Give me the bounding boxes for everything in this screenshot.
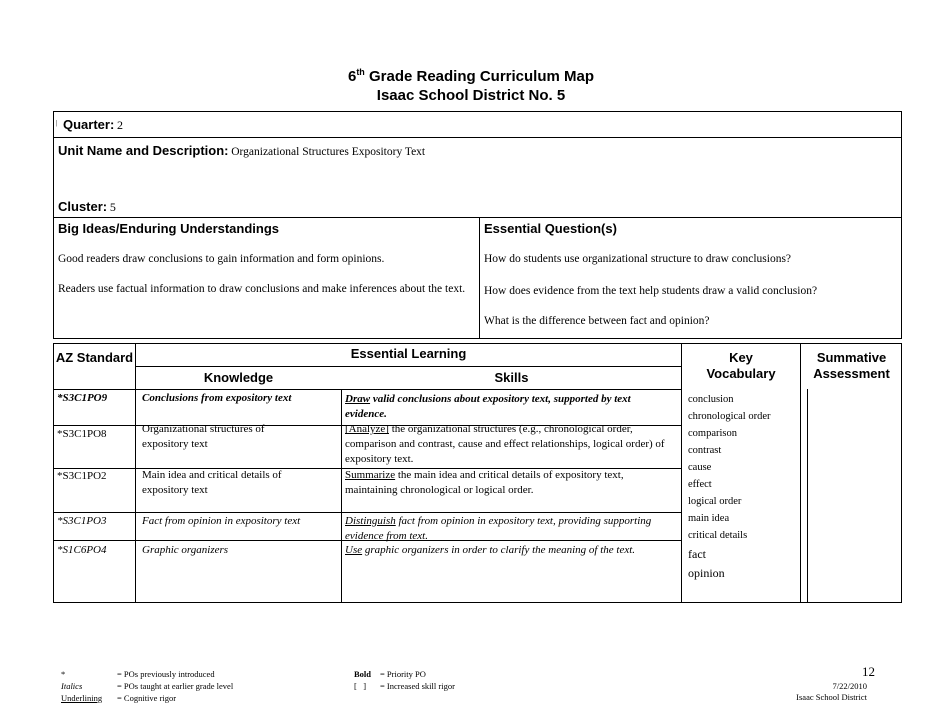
page-title: 6th Grade Reading Curriculum Map [347, 67, 595, 85]
big-ideas-section [53, 217, 902, 339]
knowledge-header: Knowledge [203, 370, 274, 385]
standard-cell: *S1C6PO4 [57, 544, 107, 556]
skills-header: Skills [494, 370, 529, 385]
vocabulary-item: fact [688, 547, 706, 561]
page-number: 12 [862, 664, 875, 679]
vocabulary-item: critical details [688, 530, 748, 541]
footer-legend-2: Bold = Priority PO [ ] = Increased skill rigor [354, 669, 455, 691]
essential-questions-header: Essential Question(s) [484, 221, 617, 236]
essential-question-item: How does evidence from the text help students draw a valid conclusion? [484, 285, 818, 297]
quarter-mark: | [56, 119, 58, 127]
quarter-value: 2 [117, 118, 124, 132]
footer-legend: * = POs previously introduced Italics = POs taught at earlier grade level Underlining = Cognitive rigor [61, 669, 234, 703]
essential-learning-table [53, 343, 902, 603]
cluster-label: Cluster: [58, 199, 108, 214]
standard-cell: *S3C1PO3 [57, 515, 107, 527]
footer-district: Isaac School District [796, 692, 867, 702]
knowledge-cell: Organizational structures of expository text [142, 423, 265, 450]
az-standard-header: AZ Standard [55, 350, 134, 365]
vocabulary-item: logical order [688, 496, 742, 507]
skill-cell: [Analyze] the organizational structures (e.g., chronological order, comparison and contrast, cause and effect relationships, logical order) of expository text. [345, 423, 665, 465]
skill-cell: Use graphic organizers in order to clarify the meaning of the text. [345, 544, 636, 556]
knowledge-cell: Graphic organizers [142, 544, 229, 556]
knowledge-cell: Conclusions from expository text [142, 392, 292, 404]
vocabulary-item: contrast [688, 445, 722, 456]
quarter-label: Quarter: [63, 117, 115, 132]
key-vocabulary-header: Key Vocabulary [706, 350, 776, 381]
skill-cell: Distinguish fact from opinion in expository text, providing supporting evidence from text. [345, 515, 652, 542]
unit-value: Organizational Structures Expository Text [231, 146, 426, 158]
vocabulary-item: cause [688, 462, 712, 473]
footer-date: 7/22/2010 [832, 681, 867, 691]
skill-cell: Draw valid conclusions about expository text, supported by text evidence. [345, 393, 631, 420]
big-ideas-header: Big Ideas/Enduring Understandings [58, 221, 280, 236]
vocabulary-item: comparison [688, 428, 737, 439]
standard-cell: *S3C1PO8 [57, 428, 107, 440]
vocabulary-item: main idea [688, 513, 730, 524]
vocabulary-item: effect [688, 479, 712, 490]
vocabulary-item: chronological order [688, 411, 771, 422]
big-idea-item: Readers use factual information to draw conclusions and make inferences about the text. [58, 283, 466, 295]
vocabulary-item: conclusion [688, 394, 734, 405]
big-idea-item: Good readers draw conclusions to gain information and form opinions. [58, 253, 385, 265]
vocabulary-list [688, 394, 771, 585]
standard-cell: *S3C1PO9 [57, 392, 108, 404]
knowledge-cell: Main idea and critical details of expository text [142, 469, 282, 496]
essential-learning-header: Essential Learning [350, 346, 467, 361]
vocabulary-item: opinion [688, 566, 725, 580]
standard-cell: *S3C1PO2 [57, 470, 107, 482]
summative-assessment-header: Summative Assessment [813, 350, 890, 381]
district-title: Isaac School District No. 5 [376, 87, 566, 104]
unit-label: Unit Name and Description: [58, 143, 229, 158]
cluster-value: 5 [109, 200, 116, 214]
knowledge-cell: Fact from opinion in expository text [142, 515, 301, 527]
skill-cell: Summarize the main idea and critical details of expository text, maintaining chronological or logical order. [345, 469, 624, 496]
unit-section [53, 137, 902, 218]
essential-question-item: What is the difference between fact and opinion? [484, 315, 710, 327]
quarter-section [53, 111, 902, 138]
essential-question-item: How do students use organizational structure to draw conclusions? [484, 253, 792, 265]
